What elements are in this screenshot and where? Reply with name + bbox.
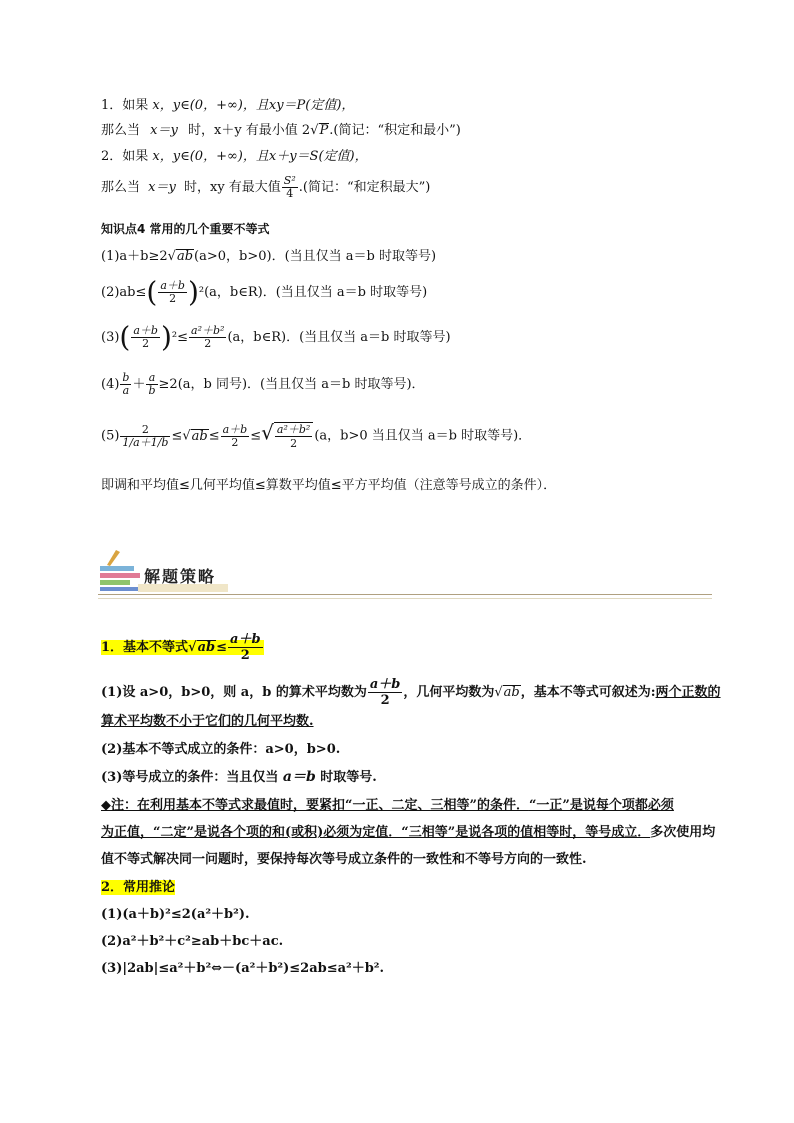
text: (1)设 a>0，b>0，则 a，b 的算术平均数为 <box>101 685 367 700</box>
fraction: $\frac{a}{b}$ <box>148 371 156 397</box>
text: 2．如果 <box>101 149 149 164</box>
text: (2)ab≤ <box>101 285 147 300</box>
text: 两个正数的 <box>655 685 721 700</box>
text: 那么当 <box>101 123 141 138</box>
text: (5) <box>101 428 120 444</box>
divider <box>98 594 712 595</box>
note-line-2 <box>101 824 714 842</box>
fraction: $\frac{\text{a²＋b²}}{2}$ <box>191 324 225 350</box>
text: ≤ <box>208 428 220 444</box>
corollary-1: (1)(a＋b)²≤2(a²＋b²). <box>101 907 250 922</box>
text: (3) <box>101 330 120 345</box>
kp4-title: 知识点4 常用的几个重要不等式 <box>101 222 270 236</box>
text: (4) <box>101 377 120 392</box>
rule-1-conclusion: 那么当 x＝y 时，x＋y 有最小值 2√P.(简记：“积定和最小”) <box>101 123 461 138</box>
text: (3)等号成立的条件：当且仅当 <box>101 770 279 785</box>
formula-5: (5) $\frac{2}{1/a+1/b}$ ≤√ab≤ $\frac{a+b}{2}$ ≤√ $\frac{\text{a²＋b²}}{2}$ (a，b>0 当且仅当 a＝b 时取等号)． <box>101 420 532 450</box>
text: (a，b>0 当且仅当 a＝b 时取等号)． <box>314 428 532 444</box>
paragraph-1: (1)设 a>0，b>0，则 a，b 的算术平均数为 $\frac{a+b}{2}$ ，几何平均数为√ab，基本不等式可叙述为:两个正数的 <box>101 677 721 708</box>
fraction: $\frac{b}{a}$ <box>122 371 130 397</box>
paragraph-1-cont: 算术平均数不小于它们的几何平均数. <box>101 714 314 729</box>
text: 时取等号. <box>320 770 377 785</box>
text: “一正”是说每个项都必须 <box>528 798 674 813</box>
text: ²≤ <box>171 330 189 345</box>
formula-4 <box>101 372 714 397</box>
divider <box>98 598 712 599</box>
text: ，基本不等式可叙述为: <box>520 685 656 700</box>
text: 多次使用均 <box>650 825 716 840</box>
note-line-3: 值不等式解决同一问题时，要保持每次等号成立条件的一致性和不等号方向的一致性. <box>101 852 587 867</box>
paragraph-2: (2)基本不等式成立的条件：a>0，b>0. <box>101 742 341 757</box>
text: x＝y <box>150 123 178 138</box>
fraction: $\frac{\text{S²}}{4}$ <box>283 174 296 200</box>
corollary-2: (2)a²＋b²＋c²≥ab＋bc＋ac. <box>101 934 284 949</box>
radicand: ab <box>176 249 194 264</box>
fraction: $\frac{a+b}{2}$ <box>160 279 185 305</box>
radicand: ab <box>503 685 520 700</box>
mean-inequality-summary: 即调和平均值≤几何平均值≤算数平均值≤平方平均值（注意等号成立的条件）． <box>101 478 557 493</box>
rule-2-line <box>101 148 714 166</box>
formula-3: (3)( $\frac{a+b}{2}$ )²≤ $\frac{\text{a²＋b²}}{2}$ (a，b∈R)．(当且仅当 a＝b 时取等号) <box>101 320 451 354</box>
strategy-heading: 解题策略 <box>144 567 217 586</box>
text: 时，x＋y 有最小值 2 <box>187 123 311 138</box>
text: 时，xy 有最大值 <box>183 180 281 195</box>
text: .(简记：“积定和最小”) <box>329 123 461 138</box>
text: x，y∈(0，+∞)，且xy＝P(定值)， <box>152 98 355 113</box>
rule-2-conclusion <box>101 175 714 200</box>
text: (a，b∈R)．(当且仅当 a＝b 时取等号) <box>227 330 451 345</box>
highlight: 2．常用推论 <box>101 880 176 895</box>
text: a＝b <box>282 769 316 785</box>
corollary-3: (3)|2ab|≤a²＋b²⇔－(a²＋b²)≤2ab≤a²＋b². <box>101 961 385 976</box>
formula-2: (2)ab≤( $\frac{a+b}{2}$ )²(a，b∈R)．(当且仅当 a＝b 时取等号) <box>101 275 428 309</box>
fraction: $\frac{a+b}{2}$ <box>230 632 261 663</box>
radicand: ab <box>191 428 208 444</box>
text: ²(a，b∈R)．(当且仅当 a＝b 时取等号) <box>198 285 428 300</box>
text: 为正值，“二定”是说各个项的和(或积)必须为定值．“三相等”是说各项的值相等时，等号成立． <box>101 825 651 840</box>
text: 那么当 <box>101 180 141 195</box>
basic-inequality-heading <box>101 632 714 663</box>
text: x＝y <box>148 180 176 195</box>
text: ≥2(a，b 同号)．(当且仅当 a＝b 时取等号)． <box>158 377 425 392</box>
formula-1: (1)a＋b≥2√ab(a>0，b>0)．(当且仅当 a＝b 时取等号) <box>101 249 437 264</box>
radicand: P <box>319 123 329 138</box>
fraction: $\frac{\text{a²＋b²}}{2}$ <box>274 422 313 450</box>
fraction: $\frac{a+b}{2}$ <box>369 677 401 708</box>
text: ◆注：在利用基本不等式求最值时，要紧扣“一正、二定、三相等”的条件． <box>101 798 529 813</box>
text: (1)a＋b≥2 <box>101 249 168 264</box>
text: .(简记：“和定积最大”) <box>298 180 431 195</box>
text: (a>0，b>0)．(当且仅当 a＝b 时取等号) <box>194 249 437 264</box>
text: ≤ <box>171 428 183 444</box>
paragraph-3 <box>101 768 714 787</box>
text: x，y∈(0，+∞)，且x＋y＝S(定值)， <box>152 149 368 164</box>
text: ≤ <box>250 428 262 444</box>
fraction: $\frac{a+b}{2}$ <box>222 422 248 449</box>
fraction: $\frac{a+b}{2}$ <box>133 324 158 350</box>
text: 1．如果 <box>101 98 149 113</box>
text: ＋ <box>132 377 146 392</box>
fraction: $\frac{2}{1/a+1/b}$ <box>122 422 169 449</box>
note-line-1 <box>101 797 714 815</box>
text: ，几何平均数为 <box>403 685 495 700</box>
rule-1-line <box>101 97 714 115</box>
corollary-heading <box>101 879 714 897</box>
highlight: 1．基本不等式√ab≤ $\frac{a+b}{2}$ <box>101 640 264 655</box>
